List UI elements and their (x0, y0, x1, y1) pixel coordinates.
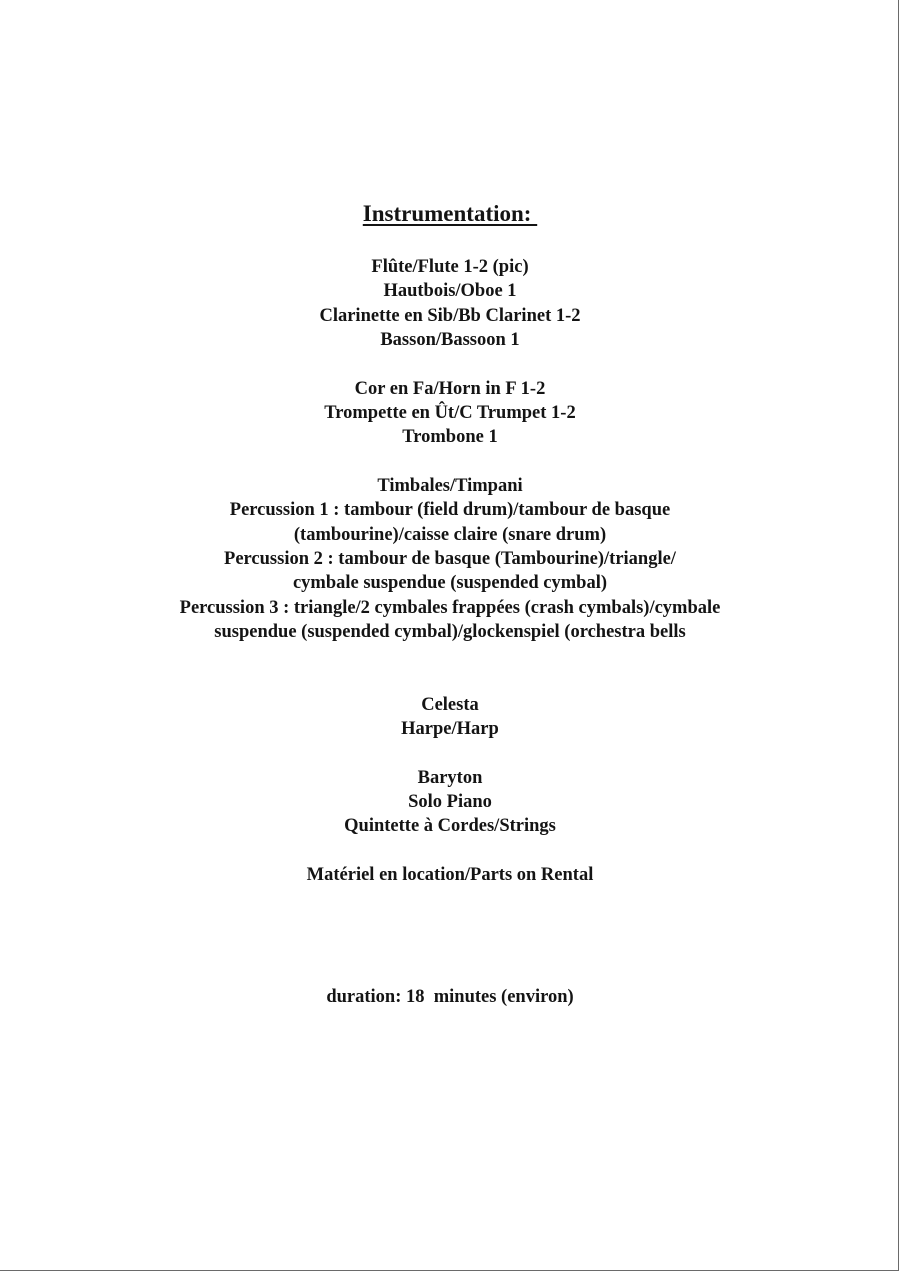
keyboard-line: Celesta (421, 695, 479, 715)
percussion-line: suspendue (suspended cymbal)/glockenspiel (orchestra bells (214, 622, 686, 642)
rental-note: Matériel en location/Parts on Rental (306, 865, 594, 885)
duration-note: duration: 18 minutes (environ) (326, 987, 574, 1007)
soloist-line: Baryton (417, 768, 483, 788)
woodwind-line: Hautbois/Oboe 1 (383, 281, 517, 301)
woodwind-line: Basson/Bassoon 1 (380, 330, 520, 350)
percussion-line: Percussion 3 : triangle/2 cymbales frappées (crash cymbals)/cymbale (179, 598, 721, 618)
brass-line: Cor en Fa/Horn in F 1-2 (354, 379, 546, 399)
soloist-line: Solo Piano (408, 792, 492, 812)
instrumentation-heading: Instrumentation: (362, 201, 538, 226)
brass-line: Trompette en Ût/C Trumpet 1-2 (324, 403, 576, 423)
woodwind-line: Clarinette en Sib/Bb Clarinet 1-2 (319, 306, 581, 326)
percussion-line: (tambourine)/caisse claire (snare drum) (293, 525, 607, 545)
keyboard-line: Harpe/Harp (401, 719, 499, 739)
percussion-line: cymbale suspendue (suspended cymbal) (292, 573, 608, 593)
percussion-line: Timbales/Timpani (377, 476, 523, 496)
woodwind-line: Flûte/Flute 1-2 (pic) (371, 257, 529, 277)
page-title (0, 200, 900, 228)
percussion-line: Percussion 2 : tambour de basque (Tambourine)/triangle/ (224, 549, 676, 569)
brass-line: Trombone 1 (402, 427, 498, 447)
soloist-line: Quintette à Cordes/Strings (344, 816, 556, 836)
percussion-line: Percussion 1 : tambour (field drum)/tambour de basque (229, 500, 671, 520)
